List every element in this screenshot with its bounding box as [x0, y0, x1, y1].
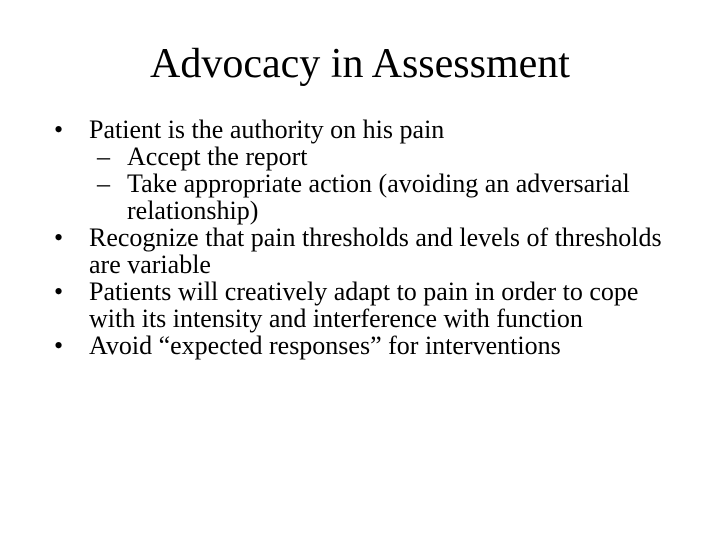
bullet-marker: •: [54, 277, 64, 306]
bullet-item: [54, 332, 674, 359]
bullet-marker: •: [54, 115, 64, 144]
bullet-text: Patient is the authority on his pain: [89, 115, 445, 144]
sub-bullet-text: Take appropriate action (avoiding an adversarial relationship): [127, 169, 630, 225]
sub-bullet-marker: –: [97, 169, 110, 198]
sub-bullet-list: [89, 143, 674, 224]
bullet-item: [54, 116, 674, 224]
sub-bullet-item: [97, 143, 674, 170]
bullet-text: Recognize that pain thresholds and levels of thresholds are variable: [89, 223, 662, 279]
sub-bullet-text: Accept the report: [127, 142, 308, 171]
bullet-list: [54, 116, 674, 359]
bullet-marker: •: [54, 223, 64, 252]
sub-bullet-item: [97, 170, 674, 224]
bullet-text: Avoid “expected responses” for interventions: [89, 331, 561, 360]
slide-title: Advocacy in Assessment: [150, 41, 570, 87]
bullet-item: [54, 224, 674, 278]
bullet-item: [54, 278, 674, 332]
bullet-marker: •: [54, 331, 64, 360]
bullet-text: Patients will creatively adapt to pain in order to cope with its intensity and interference with function: [89, 277, 639, 333]
sub-bullet-marker: –: [97, 142, 110, 171]
